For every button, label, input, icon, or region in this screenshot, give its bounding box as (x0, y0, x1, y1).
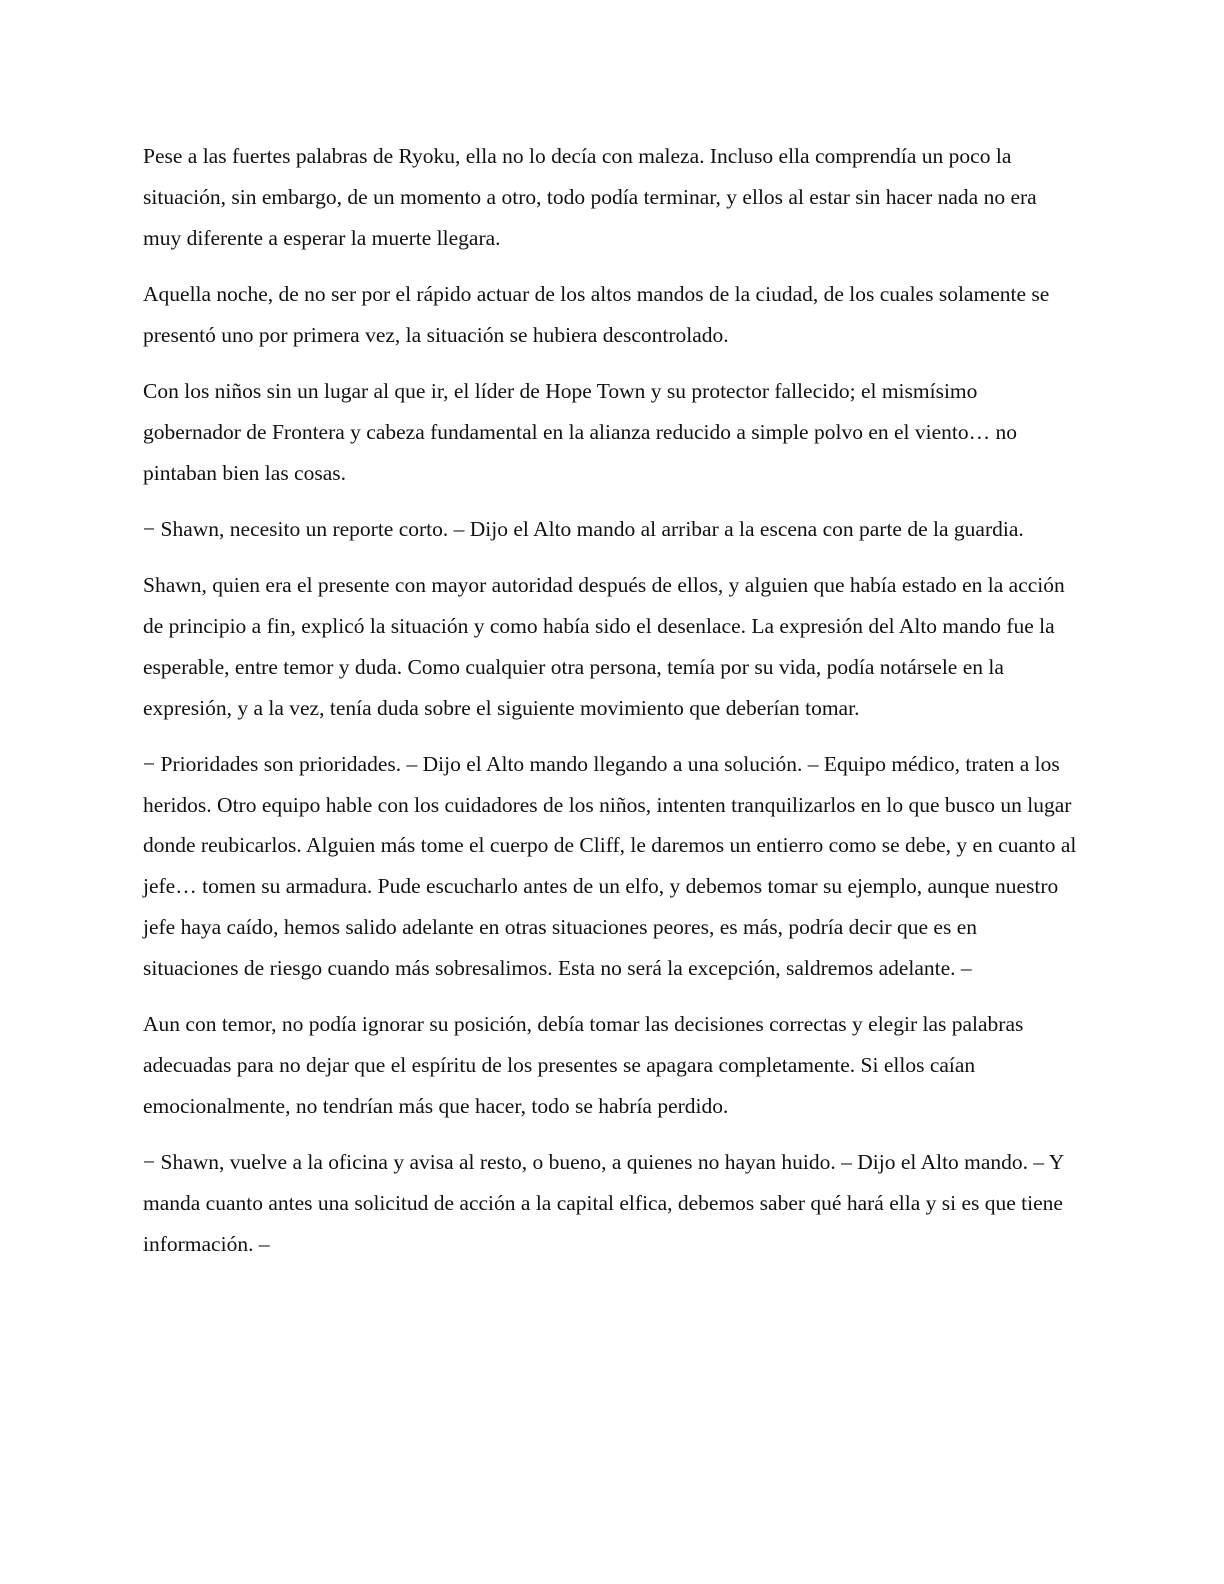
paragraph-7: Aun con temor, no podía ignorar su posición, debía tomar las decisiones correctas y elegir las palabras adecuadas para no dejar que el espíritu de los presentes se apagara completamente. Si ellos caían emocionalmente, no tendrían más que hacer, todo se habría perdido. (143, 1012, 1024, 1118)
paragraph-6: − Prioridades son prioridades. – Dijo el Alto mando llegando a una solución. – Equipo médico, traten a los heridos. Otro equipo hable con los cuidadores de los niños, intenten tranquilizarlos en lo que busco un lugar donde reubicarlos. Alguien más tome el cuerpo de Cliff, le daremos un entierro como se debe, y en cuanto al jefe… tomen su armadura. Pude escucharlo antes de un elfo, y debemos tomar su ejemplo, aunque nuestro jefe haya caído, hemos salido adelante en otras situaciones peores, es más, podría decir que es en situaciones de riesgo cuando más sobresalimos. Esta no será la excepción, saldremos adelante. – (143, 751, 1077, 980)
paragraph-2: Aquella noche, de no ser por el rápido actuar de los altos mandos de la ciudad, de los cuales solamente se presentó uno por primera vez, la situación se hubiera descontrolado. (143, 281, 1050, 347)
paragraph-5: Shawn, quien era el presente con mayor autoridad después de ellos, y alguien que había estado en la acción de principio a fin, explicó la situación y como había sido el desenlace. La expresión del Alto mando fue la esperable, entre temor y duda. Como cualquier otra persona, temía por su vida, podía notársele en la expresión, y a la vez, tenía duda sobre el siguiente movimiento que deberían tomar. (143, 573, 1065, 720)
paragraph-1: Pese a las fuertes palabras de Ryoku, ella no lo decía con maleza. Incluso ella comprendía un poco la situación, sin embargo, de un momento a otro, todo podía terminar, y ellos al estar sin hacer nada no era muy diferente a esperar la muerte llegara. (143, 144, 1037, 250)
paragraph-3: Con los niños sin un lugar al que ir, el líder de Hope Town y su protector fallecido; el mismísimo gobernador de Frontera y cabeza fundamental en la alianza reducido a simple polvo en el viento… no pintaban bien las cosas. (143, 378, 1017, 485)
page-body (143, 136, 1077, 1280)
paragraph-4: − Shawn, necesito un reporte corto. – Dijo el Alto mando al arribar a la escena con parte de la guardia. (143, 516, 1024, 541)
paragraph-8: − Shawn, vuelve a la oficina y avisa al resto, o bueno, a quienes no hayan huido. – Dijo el Alto mando. – Y manda cuanto antes una solicitud de acción a la capital elfica, debemos saber qué hará ella y si es que tiene información. – (143, 1150, 1064, 1256)
